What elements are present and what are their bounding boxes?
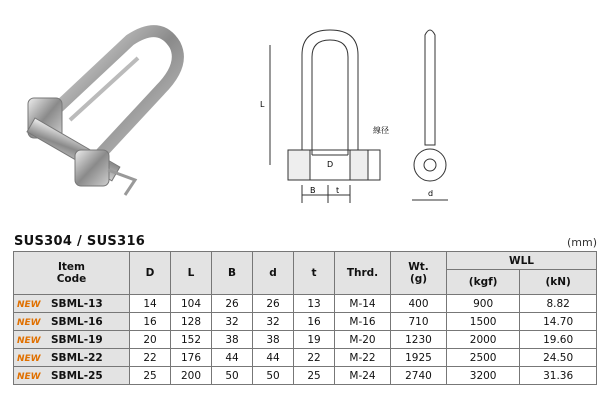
cell-kn: 14.70 <box>520 313 597 331</box>
item-code-cell <box>14 367 130 385</box>
cell-d: 32 <box>253 313 294 331</box>
cell-L: 200 <box>171 367 212 385</box>
cell-kgf: 2500 <box>447 349 520 367</box>
cell-L: 152 <box>171 331 212 349</box>
label-t: t <box>336 186 340 195</box>
cell-kn: 31.36 <box>520 367 597 385</box>
table-row <box>14 349 597 367</box>
shackle-photo <box>10 20 200 210</box>
header-kn: (kN) <box>520 270 597 295</box>
label-d: d <box>428 189 434 198</box>
unit-label: (mm) <box>566 236 597 249</box>
cell-B: 32 <box>212 313 253 331</box>
cell-wt: 2740 <box>391 367 447 385</box>
cell-thrd: M-24 <box>335 367 391 385</box>
header-thrd: Thrd. <box>335 252 391 295</box>
cell-L: 128 <box>171 313 212 331</box>
item-code: SBML-19 <box>51 333 103 346</box>
header-D: D <box>130 252 171 295</box>
item-code: SBML-25 <box>51 369 103 382</box>
header-wll: WLL <box>447 252 597 270</box>
cell-D: 22 <box>130 349 171 367</box>
cell-thrd: M-22 <box>335 349 391 367</box>
cell-L: 104 <box>171 295 212 313</box>
cell-kgf: 3200 <box>447 367 520 385</box>
cell-B: 50 <box>212 367 253 385</box>
new-badge: NEW <box>17 335 41 346</box>
cell-D: 16 <box>130 313 171 331</box>
shackle-side-drawing <box>400 25 460 210</box>
cell-thrd: M-16 <box>335 313 391 331</box>
cell-D: 20 <box>130 331 171 349</box>
item-code-cell <box>14 331 130 349</box>
cell-D: 25 <box>130 367 171 385</box>
item-code: SBML-13 <box>51 297 103 310</box>
new-badge: NEW <box>17 317 41 328</box>
header-t: t <box>294 252 335 295</box>
cell-kn: 19.60 <box>520 331 597 349</box>
cell-wt: 1230 <box>391 331 447 349</box>
label-wire: 線径 <box>373 126 389 135</box>
item-code-cell <box>14 313 130 331</box>
label-L: L <box>260 100 265 109</box>
header-item-code: Item Code <box>14 252 130 295</box>
cell-t: 22 <box>294 349 335 367</box>
cell-B: 38 <box>212 331 253 349</box>
header-kgf: (kgf) <box>447 270 520 295</box>
cell-d: 26 <box>253 295 294 313</box>
cell-t: 16 <box>294 313 335 331</box>
cell-D: 14 <box>130 295 171 313</box>
table-row <box>14 295 597 313</box>
label-D: D <box>327 160 334 169</box>
cell-d: 38 <box>253 331 294 349</box>
cell-kgf: 1500 <box>447 313 520 331</box>
cell-L: 176 <box>171 349 212 367</box>
table-row <box>14 313 597 331</box>
cell-kn: 24.50 <box>520 349 597 367</box>
label-B: B <box>310 186 316 195</box>
table-row <box>14 331 597 349</box>
header-d: d <box>253 252 294 295</box>
cell-thrd: M-14 <box>335 295 391 313</box>
cell-kn: 8.82 <box>520 295 597 313</box>
spec-table <box>13 251 597 385</box>
item-code: SBML-16 <box>51 315 103 328</box>
cell-t: 19 <box>294 331 335 349</box>
item-code-cell <box>14 349 130 367</box>
material-heading: SUS304 / SUS316 <box>14 234 146 249</box>
cell-t: 13 <box>294 295 335 313</box>
cell-wt: 710 <box>391 313 447 331</box>
cell-wt: 1925 <box>391 349 447 367</box>
cell-t: 25 <box>294 367 335 385</box>
cell-B: 26 <box>212 295 253 313</box>
new-badge: NEW <box>17 353 41 364</box>
item-code: SBML-22 <box>51 351 103 364</box>
header-wt: Wt. (g) <box>391 252 447 295</box>
item-code-cell <box>14 295 130 313</box>
cell-kgf: 900 <box>447 295 520 313</box>
cell-wt: 400 <box>391 295 447 313</box>
cell-kgf: 2000 <box>447 331 520 349</box>
cell-thrd: M-20 <box>335 331 391 349</box>
cell-d: 50 <box>253 367 294 385</box>
table-row <box>14 367 597 385</box>
cell-B: 44 <box>212 349 253 367</box>
header-L: L <box>171 252 212 295</box>
new-badge: NEW <box>17 299 41 310</box>
cell-d: 44 <box>253 349 294 367</box>
new-badge: NEW <box>17 371 41 382</box>
header-B: B <box>212 252 253 295</box>
